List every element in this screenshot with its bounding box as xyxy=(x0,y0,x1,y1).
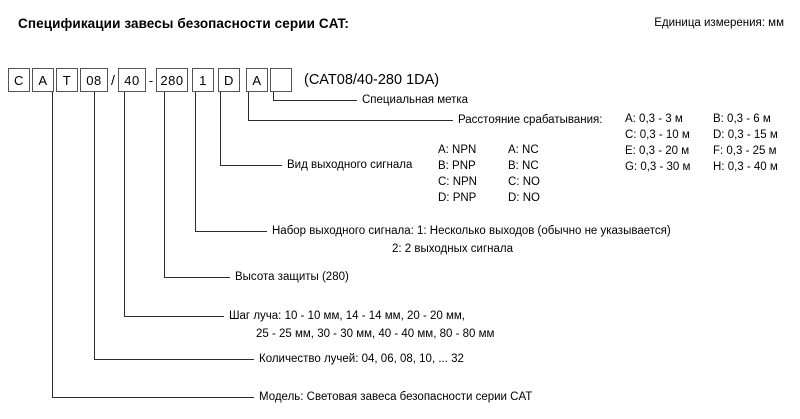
code-slash: / xyxy=(111,72,115,88)
code-box-special-mark xyxy=(270,68,292,92)
label-special-mark: Специальная метка xyxy=(362,94,469,106)
code-box-distance: A xyxy=(246,68,268,92)
signal-type-col2-row1: A: NC xyxy=(508,144,539,156)
code-expanded: (CAT08/40-280 1DA) xyxy=(304,72,440,88)
signal-type-col2-row4: D: NO xyxy=(508,192,540,204)
leader-beamcount-v xyxy=(94,92,95,360)
code-box-signal-set: 1 xyxy=(192,68,214,92)
page-title: Спецификации завесы безопасности серии CAT: xyxy=(18,16,349,31)
leader-signal-set-h xyxy=(195,231,267,232)
label-model: Модель: Световая завеса безопасности серии CAT xyxy=(259,391,533,403)
code-box-a: A xyxy=(32,68,54,92)
leader-signal-type-h xyxy=(220,165,282,166)
distance-col2-row1: B: 0,3 - 6 м xyxy=(713,113,771,125)
code-box-height: 280 xyxy=(156,68,188,92)
leader-distance-v xyxy=(248,92,249,121)
code-box-pitch: 40 xyxy=(118,68,146,92)
unit-note: Единица измерения: мм xyxy=(654,17,784,29)
label-protection-height: Высота защиты (280) xyxy=(235,271,349,283)
label-beam-count: Количество лучей: 04, 06, 08, 10, ... 32 xyxy=(259,353,464,365)
leader-distance-h xyxy=(248,120,453,121)
label-detect-distance: Расстояние срабатывания: xyxy=(458,114,603,126)
leader-special-mark-h xyxy=(273,100,357,101)
code-box-beams: 08 xyxy=(80,68,108,92)
distance-col1-row2: C: 0,3 - 10 м xyxy=(625,129,690,141)
label-output-signal-set-line1: Набор выходного сигнала: 1: Несколько выходов (обычно не указывается) xyxy=(272,225,671,237)
leader-beamcount-h xyxy=(94,359,254,360)
signal-type-col1-row1: A: NPN xyxy=(438,144,477,156)
distance-col1-row1: A: 0,3 - 3 м xyxy=(625,113,683,125)
label-beam-pitch-line1: Шаг луча: 10 - 10 мм, 14 - 14 мм, 20 - 20 мм, xyxy=(229,310,465,322)
distance-col1-row4: G: 0,3 - 30 м xyxy=(625,161,691,173)
code-box-t: T xyxy=(56,68,78,92)
distance-col2-row2: D: 0,3 - 15 м xyxy=(713,129,778,141)
leader-height-h xyxy=(164,277,230,278)
code-dash: - xyxy=(148,72,154,88)
leader-pitch-v xyxy=(124,92,125,317)
leader-signal-type-v xyxy=(220,92,221,166)
leader-pitch-h xyxy=(124,316,224,317)
signal-type-col2-row3: C: NO xyxy=(508,176,540,188)
distance-col2-row4: H: 0,3 - 40 м xyxy=(713,161,778,173)
label-beam-pitch-line2: 25 - 25 мм, 30 - 30 мм, 40 - 40 мм, 80 - 80 мм xyxy=(256,328,495,340)
leader-signal-set-v xyxy=(195,92,196,232)
leader-height-v xyxy=(164,92,165,278)
leader-model-v xyxy=(52,92,53,398)
signal-type-col1-row3: C: NPN xyxy=(438,176,477,188)
label-output-signal-type: Вид выходного сигнала xyxy=(287,159,413,171)
signal-type-col2-row2: B: NC xyxy=(508,160,539,172)
signal-type-col1-row2: B: PNP xyxy=(438,160,476,172)
label-output-signal-set-line2: 2: 2 выходных сигнала xyxy=(392,243,514,255)
signal-type-col1-row4: D: PNP xyxy=(438,192,477,204)
distance-col2-row3: F: 0,3 - 25 м xyxy=(713,145,777,157)
distance-col1-row3: E: 0,3 - 20 м xyxy=(625,145,690,157)
code-box-c: C xyxy=(8,68,30,92)
leader-model-h xyxy=(52,397,254,398)
code-box-signal-type: D xyxy=(218,68,240,92)
